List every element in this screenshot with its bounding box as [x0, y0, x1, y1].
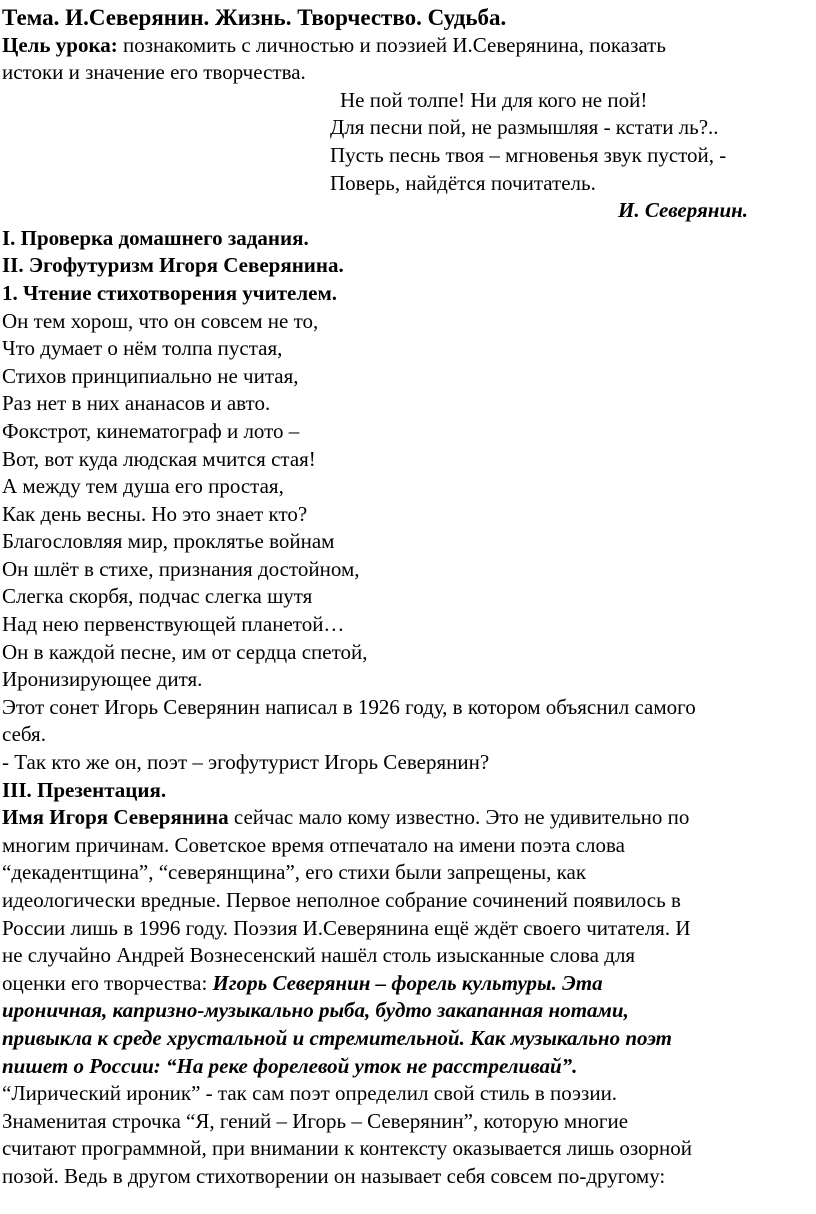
lesson-title: Тема. И.Северянин. Жизнь. Творчество. Судьба.	[2, 5, 507, 30]
paragraph-text: оценки его творчества:	[2, 970, 213, 995]
paragraph-line	[2, 970, 816, 998]
section-heading-3: III. Презентация.	[2, 777, 167, 802]
lesson-goal-label: Цель урока:	[2, 32, 118, 57]
poem-line: Он в каждой песне, им от сердца спетой,	[2, 639, 368, 664]
paragraph-line: многим причинам. Советское время отпечатало на имени поэта слова	[2, 832, 625, 857]
epigraph-line: Поверь, найдётся почитатель.	[330, 170, 596, 195]
paragraph-line	[2, 804, 816, 832]
epigraph-author: И. Северянин.	[618, 198, 749, 223]
poem-line: Он шлёт в стихе, признания достойном,	[2, 556, 360, 581]
poem-line: Над нею первенствующей планетой…	[2, 612, 345, 637]
lesson-goal-line-1	[2, 32, 816, 60]
sonnet-note-line-2: себя.	[2, 722, 46, 747]
question-line: - Так кто же он, поэт – эгофутурист Игорь Северянин?	[2, 750, 490, 775]
lesson-goal-text-1: познакомить с личностью и поэзией И.Северянина, показать	[117, 32, 666, 57]
poem-line: А между тем душа его простая,	[2, 474, 284, 499]
voznesensky-quote-line: привыкла к среде хрустальной и стремительной. Как музыкально поэт	[2, 1025, 672, 1050]
paragraph-line: идеологически вредные. Первое неполное собрание сочинений появилось в	[2, 888, 681, 912]
lesson-goal-line-2: истоки и значение его творчества.	[2, 60, 306, 85]
epigraph-line: Пусть песнь твоя – мгновенья звук пустой, -	[330, 142, 727, 167]
poem-line: Он тем хорош, что он совсем не то,	[2, 308, 319, 333]
voznesensky-quote: Игорь Северянин – форель культуры. Эта	[212, 970, 603, 995]
presentation-paragraph	[2, 804, 816, 1190]
lead-bold-text: Имя Игоря Северянина	[2, 805, 229, 830]
poem-line: Благословляя мир, проклятье войнам	[2, 529, 335, 554]
section-heading-2: II. Эгофутуризм Игоря Северянина.	[2, 253, 344, 278]
paragraph-line: “декадентщина”, “северянщина”, его стихи были запрещены, как	[2, 860, 587, 885]
poem-line: Раз нет в них ананасов и авто.	[2, 391, 271, 416]
sonnet	[2, 308, 816, 694]
voznesensky-quote-line: ироничная, капризно-музыкально рыба, будто закапанная нотами,	[2, 998, 629, 1023]
paragraph-line: считают программной, при внимании к контексту оказывается лишь озорной	[2, 1136, 692, 1161]
paragraph-line: Знаменитая строчка “Я, гений – Игорь – Северянин”, которую многие	[2, 1108, 629, 1133]
epigraph	[2, 87, 816, 225]
voznesensky-quote-line: пишет о России: “На реке форелевой уток не расстреливай”.	[2, 1053, 578, 1078]
poem-line: Как день весны. Но это знает кто?	[2, 501, 308, 526]
poem-line: Фокстрот, кинематограф и лото –	[2, 418, 300, 443]
poem-line: Иронизирующее дитя.	[2, 667, 203, 692]
paragraph-line: России лишь в 1996 году. Поэзия И.Северянина ещё ждёт своего читателя. И	[2, 915, 691, 940]
paragraph-text: сейчас мало кому известно. Это не удивительно по	[228, 805, 690, 830]
paragraph-line: позой. Ведь в другом стихотворении он называет себя совсем по-другому:	[2, 1163, 666, 1188]
poem-line: Вот, вот куда людская мчится стая!	[2, 446, 316, 471]
section-heading-1: I. Проверка домашнего задания.	[2, 225, 309, 250]
poem-line: Слегка скорбя, подчас слегка шутя	[2, 584, 313, 609]
subsection-heading-2-1: 1. Чтение стихотворения учителем.	[2, 280, 338, 305]
paragraph-line: не случайно Андрей Вознесенский нашёл столь изысканные слова для	[2, 943, 636, 968]
poem-line: Стихов принципиально не читая,	[2, 363, 299, 388]
poem-line: Что думает о нём толпа пустая,	[2, 336, 283, 361]
epigraph-line: Не пой толпе! Ни для кого не пой!	[340, 87, 648, 112]
sonnet-note-line-1: Этот сонет Игорь Северянин написал в 1926 году, в котором объяснил самого	[2, 694, 696, 719]
epigraph-line: Для песни пой, не размышляя - кстати ль?..	[330, 115, 719, 140]
paragraph-line: “Лирический ироник” - так сам поэт определил свой стиль в поэзии.	[2, 1081, 618, 1106]
